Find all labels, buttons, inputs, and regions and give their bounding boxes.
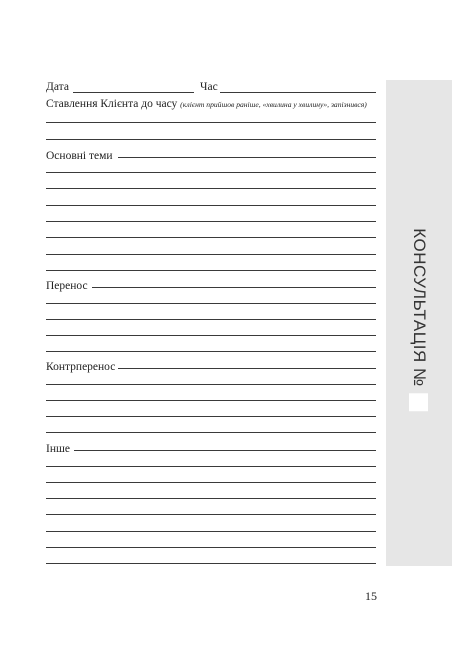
countertransference-line[interactable] (118, 368, 376, 369)
page-number: 15 (365, 589, 377, 603)
transference-line[interactable] (46, 303, 376, 304)
transference-line[interactable] (46, 335, 376, 336)
other-line[interactable] (46, 531, 376, 532)
main-themes-line[interactable] (46, 188, 376, 189)
time-field-line[interactable] (220, 92, 376, 93)
countertransference-line[interactable] (46, 384, 376, 385)
countertransference-line[interactable] (46, 400, 376, 401)
date-label: Дата (46, 81, 69, 93)
attitude-line[interactable] (46, 139, 376, 140)
main-themes-line[interactable] (46, 254, 376, 255)
main-themes-line[interactable] (46, 237, 376, 238)
consultation-title (409, 228, 429, 411)
main-themes-line[interactable] (46, 270, 376, 271)
other-line[interactable] (46, 482, 376, 483)
transference-line[interactable] (92, 287, 376, 288)
main-themes-label: Основні теми (46, 150, 113, 162)
transference-line[interactable] (46, 351, 376, 352)
consultation-title-text: КОНСУЛЬТАЦІЯ № (410, 228, 429, 387)
other-line[interactable] (46, 498, 376, 499)
other-label: Інше (46, 443, 70, 455)
transference-line[interactable] (46, 319, 376, 320)
time-label: Час (200, 81, 218, 93)
transference-label: Перенос (46, 280, 88, 292)
consultation-number-box[interactable] (410, 394, 429, 412)
main-themes-line[interactable] (46, 221, 376, 222)
main-themes-line[interactable] (46, 172, 376, 173)
attitude-line[interactable] (46, 122, 376, 123)
countertransference-line[interactable] (46, 416, 376, 417)
attitude-label-text: Ставлення Клієнта до часу (46, 98, 178, 110)
attitude-label (46, 98, 367, 111)
main-themes-line[interactable] (118, 157, 376, 158)
other-line[interactable] (46, 514, 376, 515)
other-line[interactable] (46, 547, 376, 548)
other-line[interactable] (74, 450, 376, 451)
date-field-line[interactable] (73, 92, 194, 93)
countertransference-label: Контрперенос (46, 361, 116, 373)
main-themes-line[interactable] (46, 205, 376, 206)
attitude-hint: (клієнт прийшов раніше, «хвилина у хвилину», запізнився) (180, 100, 367, 109)
other-line[interactable] (46, 466, 376, 467)
other-line[interactable] (46, 563, 376, 564)
countertransference-line[interactable] (46, 432, 376, 433)
